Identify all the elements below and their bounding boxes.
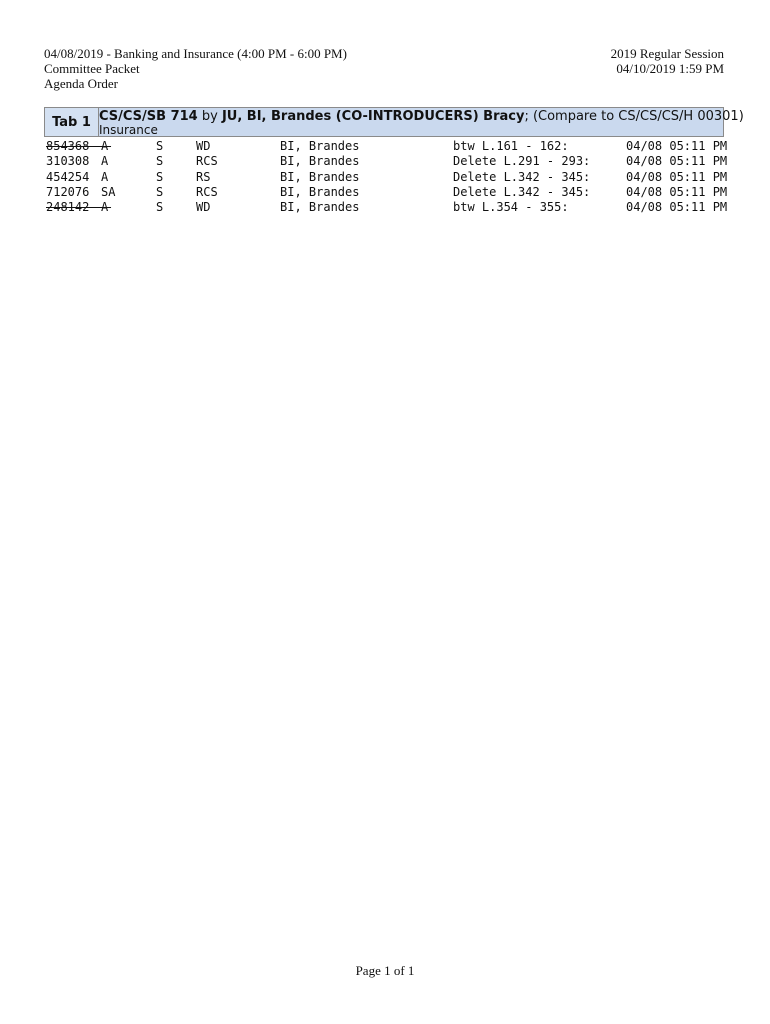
amendment-time: 04/08 05:11 PM [626,154,728,169]
amendment-table [46,139,726,215]
packet-header-right [611,46,724,76]
meeting-title: 04/08/2019 - Banking and Insurance (4:00 PM - 6:00 PM) [44,46,347,61]
bill-number: CS/CS/SB 714 [99,109,198,124]
compare-note: ; (Compare to CS/CS/CS/H 00301) [524,109,744,124]
amendment-type: SA [101,184,116,199]
amendment-type: A [101,200,109,215]
amendment-status: WD [196,139,211,153]
amendment-id: 854368 [46,139,90,153]
session-name: 2019 Regular Session [610,46,724,61]
tab-label: Tab 1 [45,108,99,136]
bill-line [99,109,744,124]
table-row [46,139,726,154]
print-timestamp: 04/10/2019 1:59 PM [616,61,724,76]
amendment-time: 04/08 05:11 PM [626,169,728,184]
chamber-code: S [156,169,164,184]
amendment-id: 712076 [46,184,90,199]
amendment-id: 248142 [46,200,90,215]
chamber-code: S [156,184,164,199]
committee-name: Insurance [99,123,158,137]
amendment-location: btw L.354 - 355: [453,200,569,215]
amendment-sponsor: BI, Brandes [280,200,360,215]
table-row [46,154,726,169]
amendment-status: RCS [196,184,218,199]
chamber-code: S [156,200,164,215]
order-type: Agenda Order [44,76,118,91]
table-row [46,200,726,215]
amendment-type: A [101,169,109,184]
amendment-time: 04/08 05:11 PM [626,139,728,153]
amendment-id: 454254 [46,169,90,184]
bill-tab-header [44,107,744,137]
amendment-id: 310308 [46,154,90,169]
amendment-time: 04/08 05:11 PM [626,184,728,199]
amendment-sponsor: BI, Brandes [280,184,360,199]
amendment-status: WD [196,200,211,215]
amendment-status: RCS [196,154,218,169]
table-row [46,185,726,200]
withdrawn-strike [46,200,111,215]
amendment-location: Delete L.342 - 345: [453,169,591,184]
amendment-location: Delete L.291 - 293: [453,154,591,169]
amendment-type: A [101,154,109,169]
withdrawn-strike [46,139,111,154]
amendment-sponsor: BI, Brandes [280,139,360,153]
amendment-sponsor: BI, Brandes [280,154,360,169]
amendment-sponsor: BI, Brandes [280,169,360,184]
packet-type: Committee Packet [44,61,140,76]
by-word: by [197,109,222,124]
packet-header-left [44,46,347,91]
amendment-status: RS [196,169,211,184]
amendment-location: Delete L.342 - 345: [453,184,591,199]
amendment-time: 04/08 05:11 PM [626,200,728,215]
bill-sponsors: JU, BI, Brandes (CO-INTRODUCERS) Bracy [221,109,525,124]
table-row [46,170,726,185]
chamber-code: S [156,154,164,169]
page-number: Page 1 of 1 [355,963,415,978]
amendment-location: btw L.161 - 162: [453,139,569,153]
chamber-code: S [156,139,164,153]
amendment-type: A [101,139,109,153]
